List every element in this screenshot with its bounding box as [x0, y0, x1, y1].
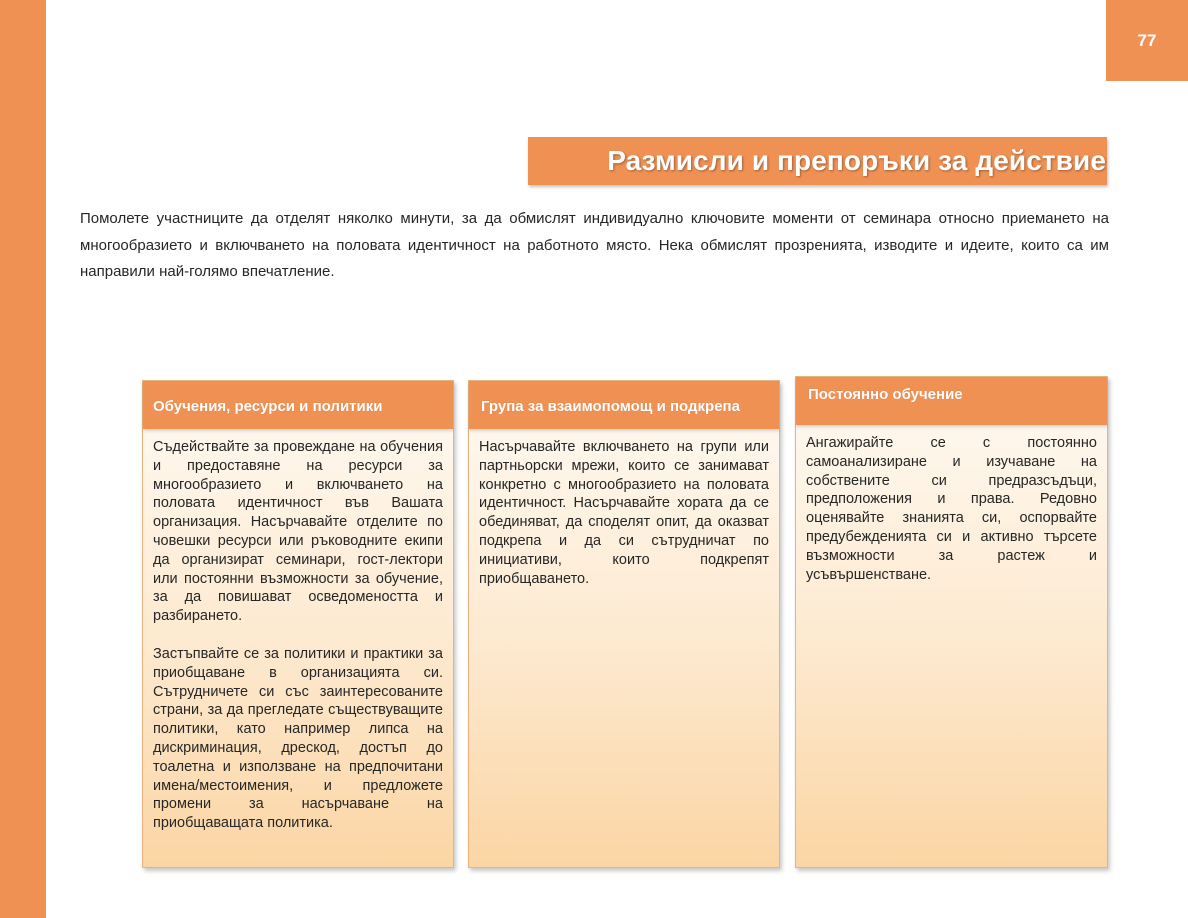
card-header [143, 381, 453, 429]
left-accent-bar [0, 0, 46, 918]
card-title: Обучения, ресурси и политики [153, 398, 383, 415]
card-paragraph: Застъпвайте се за политики и практики за приобщаване в организацията си. Сътрудничете си със заинтересованите страни, за да прегледате съществуващите политики, като например липса на дискриминация, дрескод, достъп до тоалетна и използване на предпочитани имена/местоимения, и предложете промени за насърчаване на приобщаващата политика. [153, 645, 443, 832]
page-number: 77 [1137, 30, 1157, 50]
card-header [469, 381, 779, 429]
card-body [806, 434, 1097, 584]
card-title: Група за взаимопомощ и подкрепа [481, 398, 740, 415]
card-paragraph: Насърчавайте включването на групи или партньорски мрежи, които се занимават конкретно с многообразието на половата идентичност. Насърчавайте хората да се обединяват, да споделят опит, да оказват подкрепа и да си сътрудничат по инициативи, които подкрепят приобщаването. [479, 439, 769, 587]
card-paragraph: Ангажирайте се с постоянно самоанализиране и изучаване на собствените си предразсъдъци, предположения и права. Редовно оценявайте знанията си, оспорвайте предубежденията си и активно търсете възможности за растеж и усъвършенстване. [806, 435, 1097, 583]
card-body [153, 438, 443, 833]
card-training-resources-policies [142, 380, 454, 868]
intro-paragraph: Помолете участниците да отделят няколко минути, за да обмислят индивидуално ключовите моменти от семинара относно приемането на многообразието и включването на половата идентичност на работното място. Нека обмислят прозренията, изводите и идеите, които са им направили най-голямо впечатление. [80, 210, 1109, 280]
section-title-banner [528, 137, 1107, 185]
card-support-group [468, 380, 780, 868]
card-title: Постоянно обучение [808, 386, 963, 403]
page-number-badge [1106, 0, 1188, 81]
section-title: Размисли и препоръки за действие [607, 145, 1106, 176]
card-body [479, 438, 769, 588]
card-continuous-learning [795, 376, 1108, 868]
card-header [796, 377, 1107, 425]
card-paragraph: Съдействайте за провеждане на обучения и предоставяне на ресурси за многообразието и включването на половата идентичност във Вашата организация. Насърчавайте отделите по човешки ресурси или ръководните екипи да организират семинари, гост-лектори или постоянни възможности за обучение, за да повишават осведомеността и разбирането. [153, 439, 443, 625]
